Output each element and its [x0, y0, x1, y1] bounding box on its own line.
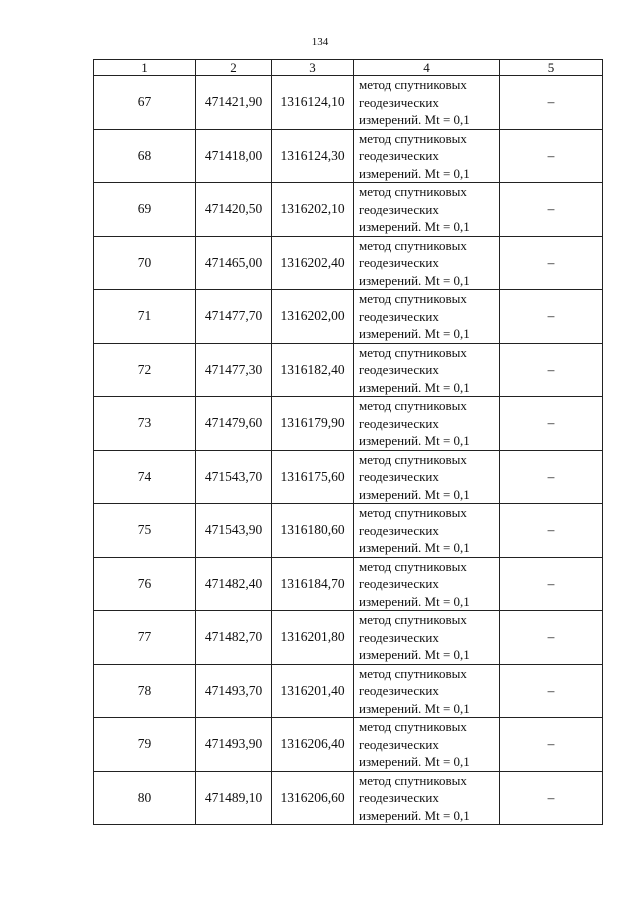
note-cell: – [500, 664, 603, 718]
point-number-cell: 70 [94, 236, 196, 290]
x-coordinate-cell: 471465,00 [196, 236, 272, 290]
method-cell [354, 76, 500, 130]
note-cell: – [500, 718, 603, 772]
y-coordinate-cell: 1316202,00 [272, 290, 354, 344]
point-number-cell: 73 [94, 397, 196, 451]
x-coordinate-cell: 471493,70 [196, 664, 272, 718]
method-cell [354, 718, 500, 772]
table-header [94, 60, 603, 76]
point-number-cell: 79 [94, 718, 196, 772]
y-coordinate-cell: 1316184,70 [272, 557, 354, 611]
table-row [94, 718, 603, 772]
method-cell [354, 557, 500, 611]
method-line: измерений. Mt = 0,1 [359, 272, 470, 288]
table-row [94, 450, 603, 504]
method-line: метод спутниковых [359, 291, 467, 306]
header-col-5: 5 [500, 60, 603, 76]
note-cell: – [500, 236, 603, 290]
y-coordinate-cell: 1316201,40 [272, 664, 354, 718]
point-number-cell: 78 [94, 664, 196, 718]
point-number-cell: 77 [94, 611, 196, 665]
method-line: геодезических [359, 790, 439, 805]
y-coordinate-cell: 1316206,40 [272, 718, 354, 772]
x-coordinate-cell: 471421,90 [196, 76, 272, 130]
table-row [94, 236, 603, 290]
note-cell: – [500, 450, 603, 504]
x-coordinate-cell: 471418,00 [196, 129, 272, 183]
y-coordinate-cell: 1316182,40 [272, 343, 354, 397]
method-line: метод спутниковых [359, 558, 467, 574]
method-line: геодезических [359, 415, 439, 431]
x-coordinate-cell: 471489,10 [196, 771, 272, 825]
method-cell [354, 771, 500, 825]
note-cell: – [500, 611, 603, 665]
method-line: метод спутниковых [359, 344, 467, 360]
method-line: измерений. Mt = 0,1 [359, 379, 470, 395]
table-row [94, 343, 603, 397]
y-coordinate-cell: 1316175,60 [272, 450, 354, 504]
method-line: метод спутниковых [359, 398, 467, 413]
method-line: метод спутниковых [359, 77, 467, 92]
note-cell: – [500, 771, 603, 825]
table-row [94, 557, 603, 611]
method-line: геодезических [359, 362, 439, 377]
point-number-cell: 80 [94, 771, 196, 825]
table-row [94, 290, 603, 344]
x-coordinate-cell: 471482,70 [196, 611, 272, 665]
header-col-1: 1 [94, 60, 196, 76]
table-row [94, 611, 603, 665]
point-number-cell: 68 [94, 129, 196, 183]
table-row [94, 183, 603, 237]
header-col-4: 4 [354, 60, 500, 76]
header-col-3: 3 [272, 60, 354, 76]
point-number-cell: 74 [94, 450, 196, 504]
point-number-cell: 72 [94, 343, 196, 397]
note-cell: – [500, 183, 603, 237]
method-cell [354, 236, 500, 290]
x-coordinate-cell: 471543,90 [196, 504, 272, 558]
note-cell: – [500, 76, 603, 130]
header-col-2: 2 [196, 60, 272, 76]
note-cell: – [500, 129, 603, 183]
method-cell [354, 504, 500, 558]
note-cell: – [500, 504, 603, 558]
method-line: метод спутниковых [359, 237, 467, 253]
y-coordinate-cell: 1316206,60 [272, 771, 354, 825]
method-line: измерений. Mt = 0,1 [359, 486, 470, 502]
y-coordinate-cell: 1316202,40 [272, 236, 354, 290]
coordinates-table [93, 59, 603, 825]
note-cell: – [500, 397, 603, 451]
y-coordinate-cell: 1316180,60 [272, 504, 354, 558]
point-number-cell: 69 [94, 183, 196, 237]
method-line: геодезических [359, 255, 439, 270]
method-line: измерений. Mt = 0,1 [359, 112, 470, 127]
method-line: геодезических [359, 94, 439, 110]
method-line: измерений. Mt = 0,1 [359, 647, 470, 662]
method-cell [354, 450, 500, 504]
method-line: геодезических [359, 308, 439, 324]
method-line: геодезических [359, 522, 439, 538]
method-cell [354, 611, 500, 665]
x-coordinate-cell: 471479,60 [196, 397, 272, 451]
method-cell [354, 397, 500, 451]
x-coordinate-cell: 471477,30 [196, 343, 272, 397]
header-row [94, 60, 603, 76]
method-line: геодезических [359, 201, 439, 217]
method-line: измерений. Mt = 0,1 [359, 219, 470, 234]
x-coordinate-cell: 471477,70 [196, 290, 272, 344]
method-line: измерений. Mt = 0,1 [359, 807, 470, 823]
method-cell [354, 183, 500, 237]
table-row [94, 76, 603, 130]
note-cell: – [500, 343, 603, 397]
method-line: измерений. Mt = 0,1 [359, 326, 470, 341]
method-line: геодезических [359, 148, 439, 163]
method-line: метод спутниковых [359, 665, 467, 681]
method-line: метод спутниковых [359, 184, 467, 199]
method-line: метод спутниковых [359, 130, 467, 146]
method-line: метод спутниковых [359, 772, 467, 788]
y-coordinate-cell: 1316124,30 [272, 129, 354, 183]
note-cell: – [500, 557, 603, 611]
method-line: геодезических [359, 629, 439, 645]
point-number-cell: 67 [94, 76, 196, 130]
table-body [94, 76, 603, 825]
y-coordinate-cell: 1316201,80 [272, 611, 354, 665]
method-line: измерений. Mt = 0,1 [359, 593, 470, 609]
method-line: метод спутниковых [359, 451, 467, 467]
method-line: измерений. Mt = 0,1 [359, 433, 470, 448]
method-cell [354, 664, 500, 718]
y-coordinate-cell: 1316202,10 [272, 183, 354, 237]
note-cell: – [500, 290, 603, 344]
table-row [94, 397, 603, 451]
x-coordinate-cell: 471420,50 [196, 183, 272, 237]
method-line: метод спутниковых [359, 719, 467, 734]
method-line: измерений. Mt = 0,1 [359, 754, 470, 769]
method-line: метод спутниковых [359, 612, 467, 627]
x-coordinate-cell: 471493,90 [196, 718, 272, 772]
table-row [94, 504, 603, 558]
method-cell [354, 343, 500, 397]
method-line: геодезических [359, 576, 439, 591]
method-line: измерений. Mt = 0,1 [359, 540, 470, 555]
table-row [94, 129, 603, 183]
point-number-cell: 71 [94, 290, 196, 344]
method-cell [354, 290, 500, 344]
table-row [94, 771, 603, 825]
method-line: геодезических [359, 469, 439, 484]
method-line: измерений. Mt = 0,1 [359, 165, 470, 181]
x-coordinate-cell: 471482,40 [196, 557, 272, 611]
method-line: геодезических [359, 736, 439, 752]
point-number-cell: 76 [94, 557, 196, 611]
y-coordinate-cell: 1316124,10 [272, 76, 354, 130]
x-coordinate-cell: 471543,70 [196, 450, 272, 504]
method-line: геодезических [359, 683, 439, 698]
table-row [94, 664, 603, 718]
method-cell [354, 129, 500, 183]
method-line: измерений. Mt = 0,1 [359, 700, 470, 716]
method-line: метод спутниковых [359, 505, 467, 520]
y-coordinate-cell: 1316179,90 [272, 397, 354, 451]
page-number: 134 [311, 36, 329, 48]
point-number-cell: 75 [94, 504, 196, 558]
